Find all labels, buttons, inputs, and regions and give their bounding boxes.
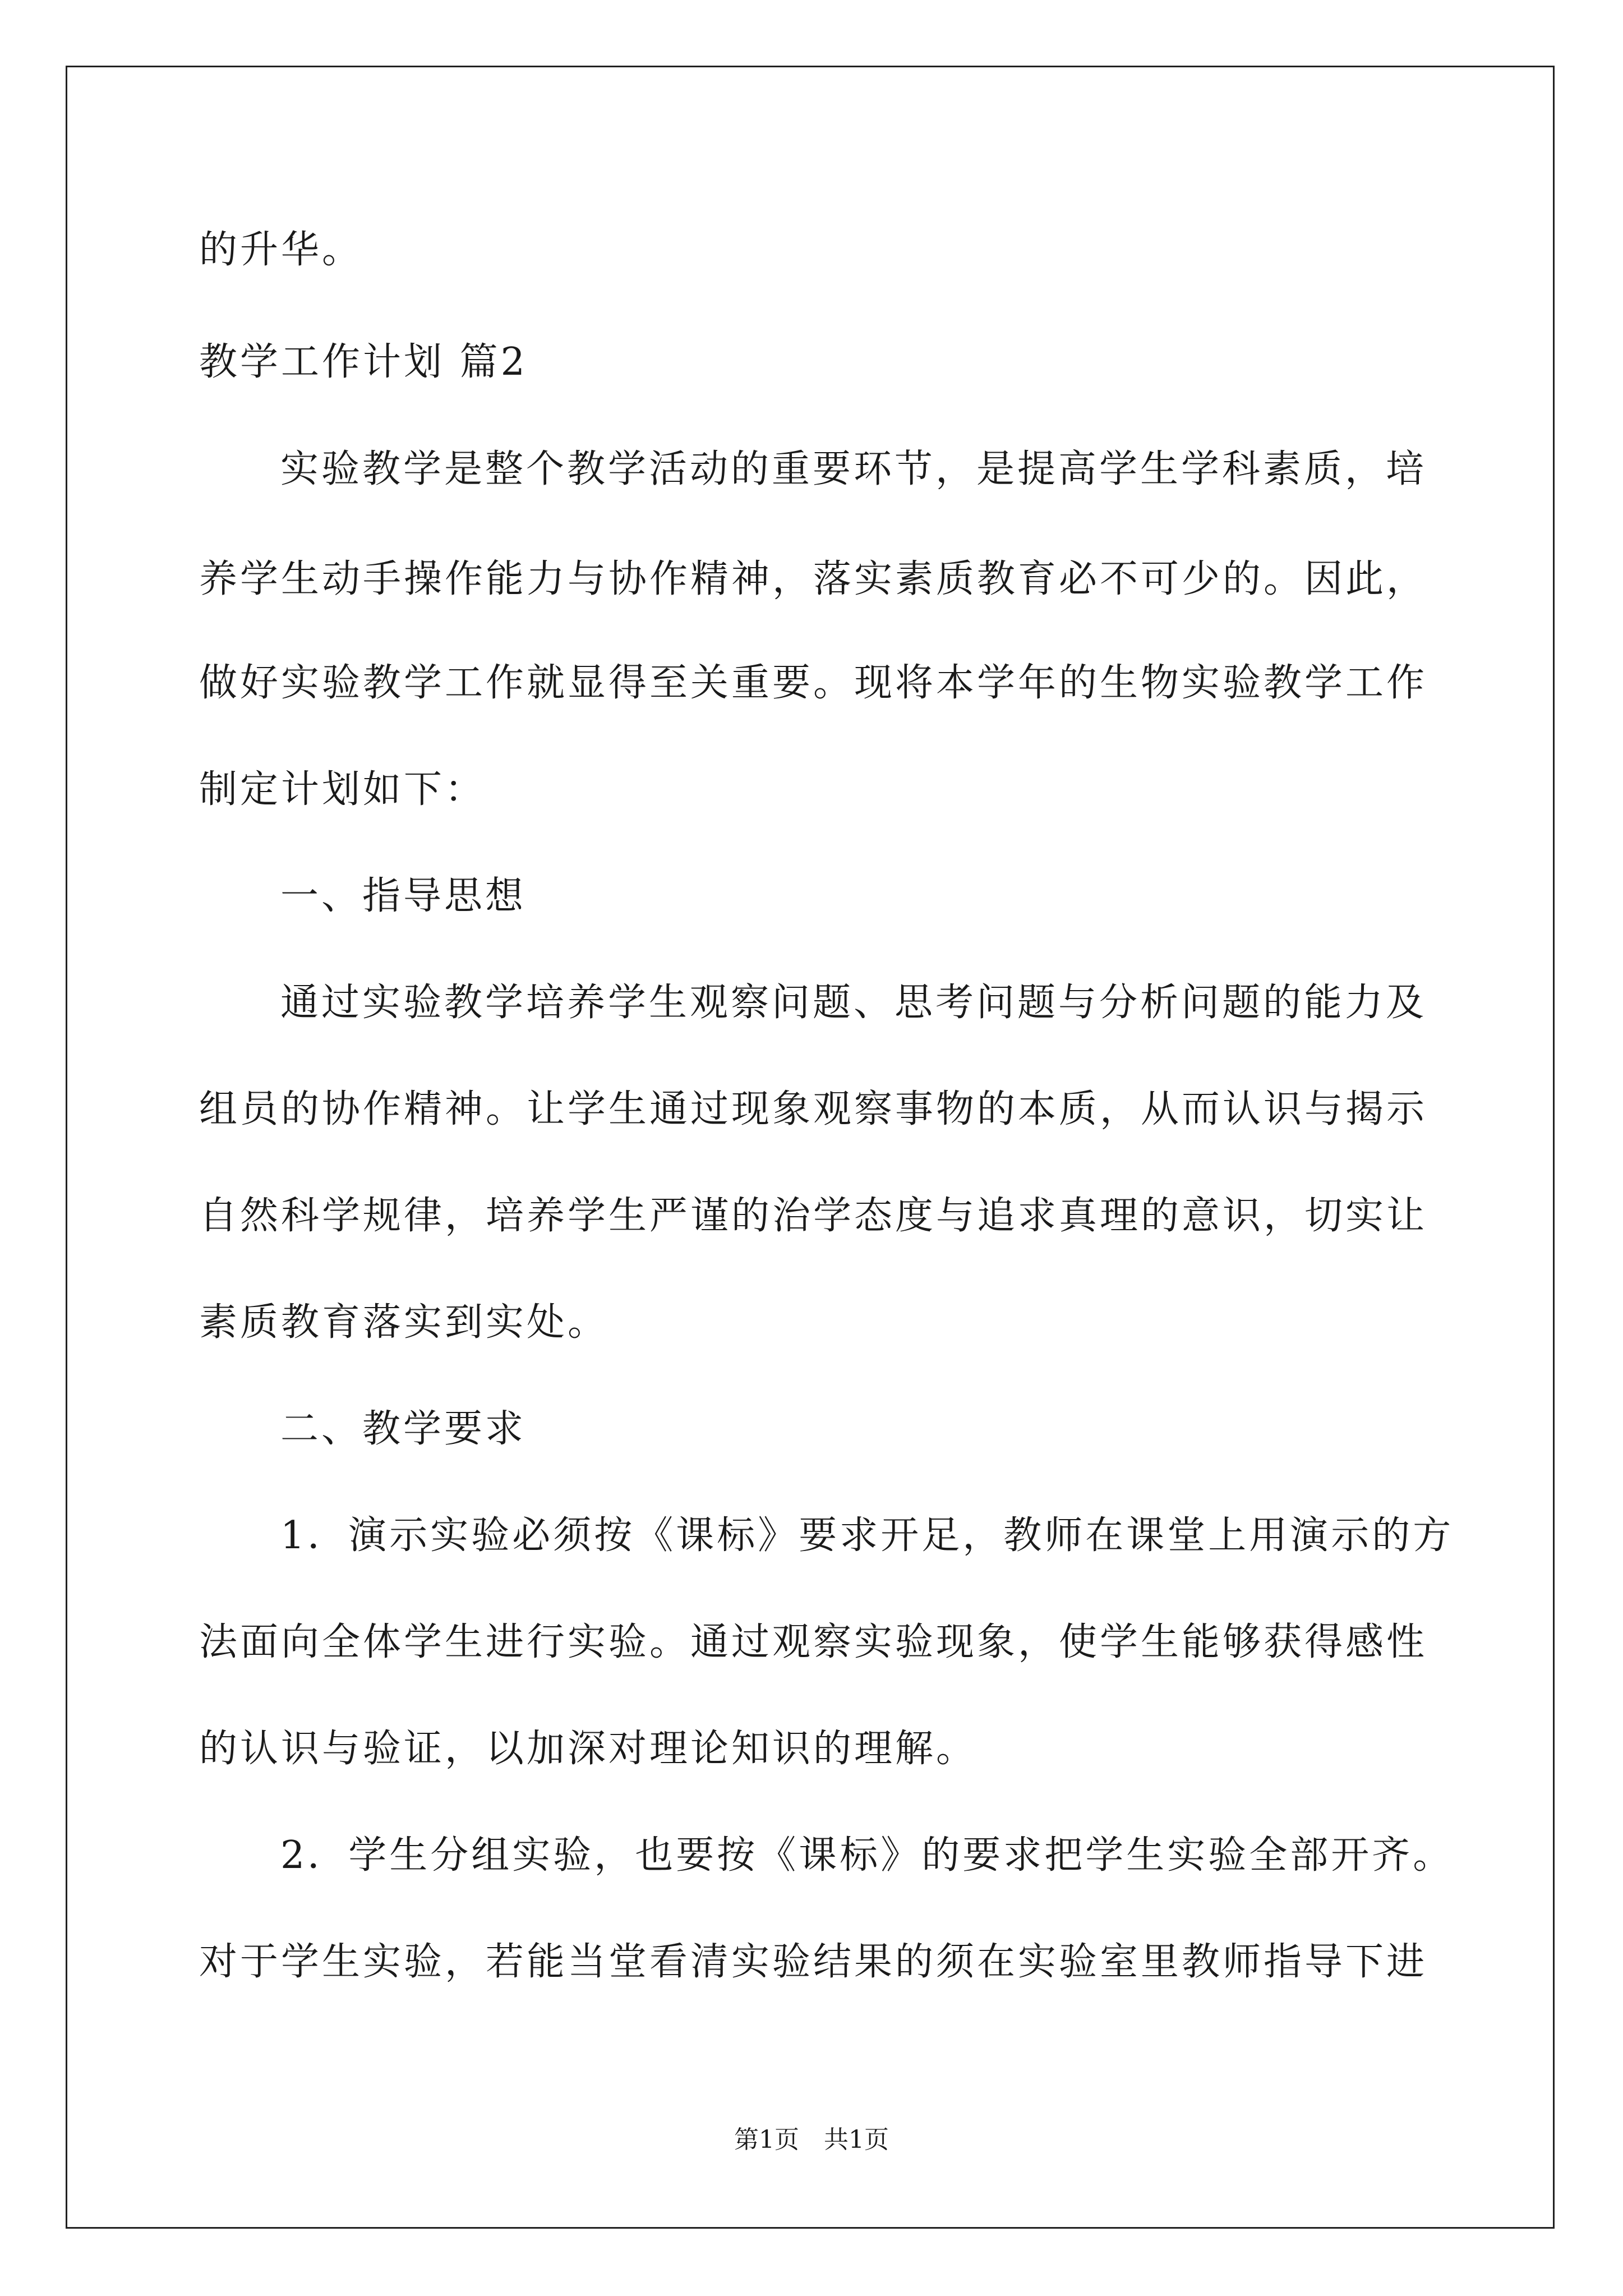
text-line: 1．演示实验必须按《课标》要求开足，教师在课堂上用演示的方 xyxy=(280,1513,1454,1558)
subheading: 一、指导思想 xyxy=(280,874,527,918)
section-heading: 教学工作计划 篇2 xyxy=(199,340,528,384)
text-line: 的认识与验证，以加深对理论知识的理解。 xyxy=(199,1727,978,1771)
text-line: 2．学生分组实验，也要按《课标》的要求把学生实验全部开齐。 xyxy=(280,1833,1454,1878)
text-line: 对于学生实验，若能当堂看清实验结果的须在实验室里教师指导下进 xyxy=(199,1940,1428,1984)
page-footer: 第1页 共1页 xyxy=(734,2125,889,2154)
text-line: 法面向全体学生进行实验。通过观察实验现象，使学生能够获得感性 xyxy=(199,1620,1428,1664)
page-border xyxy=(66,66,1555,2229)
subheading: 二、教学要求 xyxy=(280,1407,527,1451)
text-line: 实验教学是整个教学活动的重要环节，是提高学生学科素质，培 xyxy=(280,447,1427,491)
text-line: 通过实验教学培养学生观察问题、思考问题与分析问题的能力及 xyxy=(280,981,1427,1025)
text-line: 素质教育落实到实处。 xyxy=(199,1300,609,1345)
text-line: 自然科学规律，培养学生严谨的治学态度与追求真理的意识，切实让 xyxy=(199,1194,1428,1238)
text-line: 养学生动手操作能力与协作精神，落实素质教育必不可少的。因此， xyxy=(199,557,1428,601)
text-line: 的升华。 xyxy=(199,228,363,272)
text-line: 制定计划如下： xyxy=(199,767,486,812)
text-line: 做好实验教学工作就显得至关重要。现将本学年的生物实验教学工作 xyxy=(199,661,1428,705)
text-line: 组员的协作精神。让学生通过现象观察事物的本质，从而认识与揭示 xyxy=(199,1087,1428,1131)
